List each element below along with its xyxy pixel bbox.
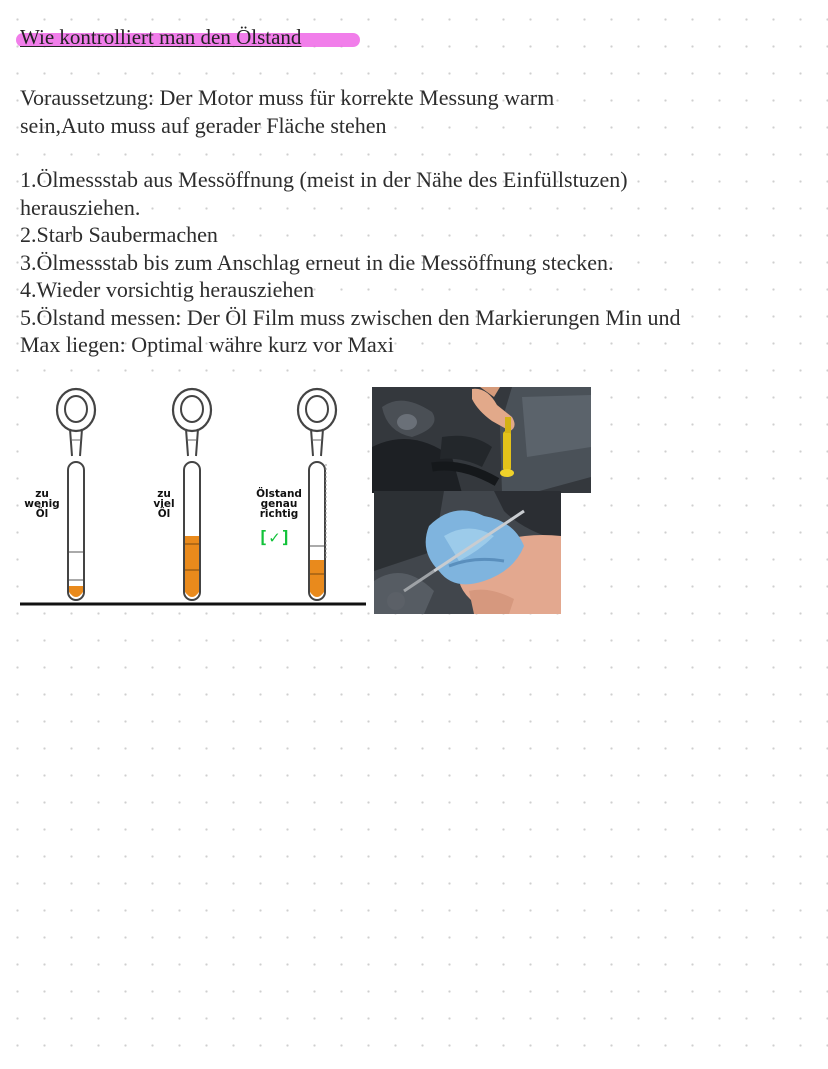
stick-2-label-line: Öl	[157, 508, 171, 520]
stick-3-label	[251, 489, 307, 519]
engine-photo-drawing	[372, 387, 591, 493]
stick-2-label-line: zu	[157, 488, 171, 500]
precondition-text: Voraussetzung: Der Motor muss für korrekte Messung warm sein,Auto muss auf gerader Fläche stehen	[20, 85, 555, 138]
check-mark-icon: [✓]	[258, 528, 292, 548]
stick-1-label-line: Öl	[35, 508, 49, 520]
stick-1-label-line: zu	[35, 488, 49, 500]
stick-1-label	[22, 489, 62, 519]
step-3: 3.Ölmessstab bis zum Anschlag erneut in die Messöffnung stecken.	[20, 249, 614, 275]
stick-3-label-line: richtig	[259, 508, 299, 520]
engine-photo	[372, 387, 591, 493]
stick-3-label-line: genau	[260, 498, 298, 510]
title-text: Wie kontrolliert man den Ölstand	[20, 25, 302, 49]
precondition-paragraph	[20, 84, 630, 139]
dipstick-1	[57, 389, 95, 600]
step-5: 5.Ölstand messen: Der Öl Film muss zwischen den Markierungen Min und Max liegen: Optimal währe kurz vor Maxi	[20, 304, 681, 357]
step-1: 1.Ölmessstab aus Messöffnung (meist in der Nähe des Einfüllstuzen) herausziehen.	[20, 167, 628, 220]
dipstick-illustration	[20, 380, 366, 608]
stick-2-label-line: viel	[153, 498, 175, 510]
cloth-photo-drawing	[374, 491, 561, 614]
step-4: 4.Wieder vorsichtig herausziehen	[20, 277, 315, 302]
dipstick-drawing	[20, 380, 366, 608]
stick-3-label-line: Ölstand	[256, 488, 302, 500]
stick-2-label	[144, 489, 184, 519]
stick-1-label-line: wenig	[24, 498, 60, 510]
steps-list	[20, 166, 710, 359]
step-2: 2.Starb Saubermachen	[20, 222, 218, 247]
page-title	[20, 24, 301, 50]
cloth-photo	[374, 491, 561, 614]
